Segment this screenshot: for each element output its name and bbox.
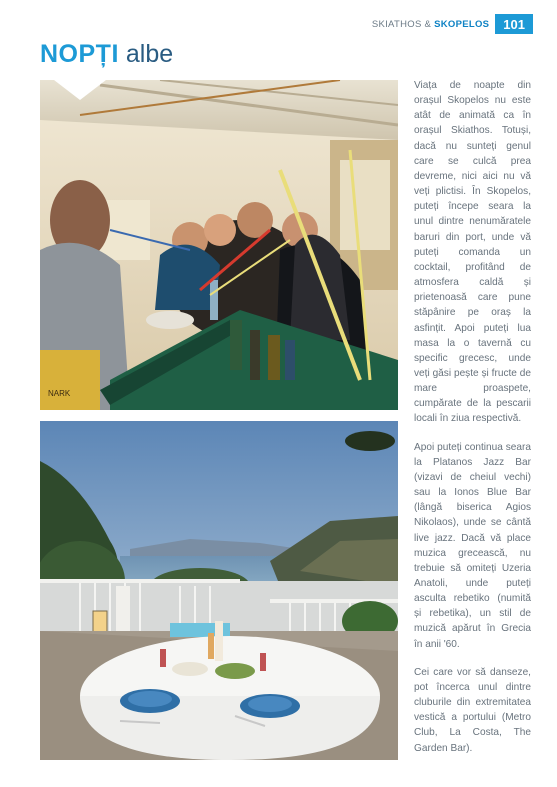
section-prefix: SKIATHOS &: [371, 18, 435, 30]
section-label: [372, 19, 489, 30]
paragraph-3: Cei care vor să danseze, pot încerca unul dintre cluburile din extremitatea vestică a portului (Metro Club, La Costa, The Garden Bar).: [414, 666, 531, 754]
bar-photo-image: [40, 80, 398, 410]
bar-photo: [40, 80, 398, 410]
title-light: albe: [125, 40, 174, 68]
title-bold: NOPȚI: [40, 40, 119, 68]
paragraph-1: Viața de noapte din orașul Skopelos nu este atât de animată ca în orașul Skiathos. Totuși, dacă nu sunteți genul care se culcă prea devreme, nici aici nu vă veți plictisi. În Skopelos, puteți începe seara la unul dintre nenumăratele baruri din port, unde vă puteți comanda un cocktail, profitând de atmosfera caldă și prietenoasă care pune stăpânire pe oraș la asfințit. Apoi puteți lua masa la o tavernă cu specific grecesc, unde veți găsi pește și fructe de mare proaspete, cumpărate de la pescarii locali în ziua respectivă.: [414, 80, 531, 425]
terrace-photo-image: [40, 421, 398, 760]
running-header: [372, 14, 533, 34]
article-text: [414, 78, 531, 769]
page-title: [40, 40, 173, 69]
bar-sign-text: NARK: [48, 389, 71, 398]
terrace-photo: [40, 421, 398, 760]
page-number: 101: [495, 14, 533, 34]
paragraph-2: Apoi puteți continua seara la Platanos Jazz Bar (vizavi de cheiul vechi) sau la Ionos Blue Bar (lângă biserica Agios Nikolaos), unde se cântă live jazz. Dacă vă place muzica grecească, nu trebuie să omiteți Uzeria Anatoli, unde puteți asculta rebetiko (numită și rebetika), un stil de muzică apărut în Grecia în anii '60.: [414, 441, 531, 650]
section-highlight: SKOPELOS: [434, 18, 490, 30]
photo-notch: [54, 80, 106, 100]
